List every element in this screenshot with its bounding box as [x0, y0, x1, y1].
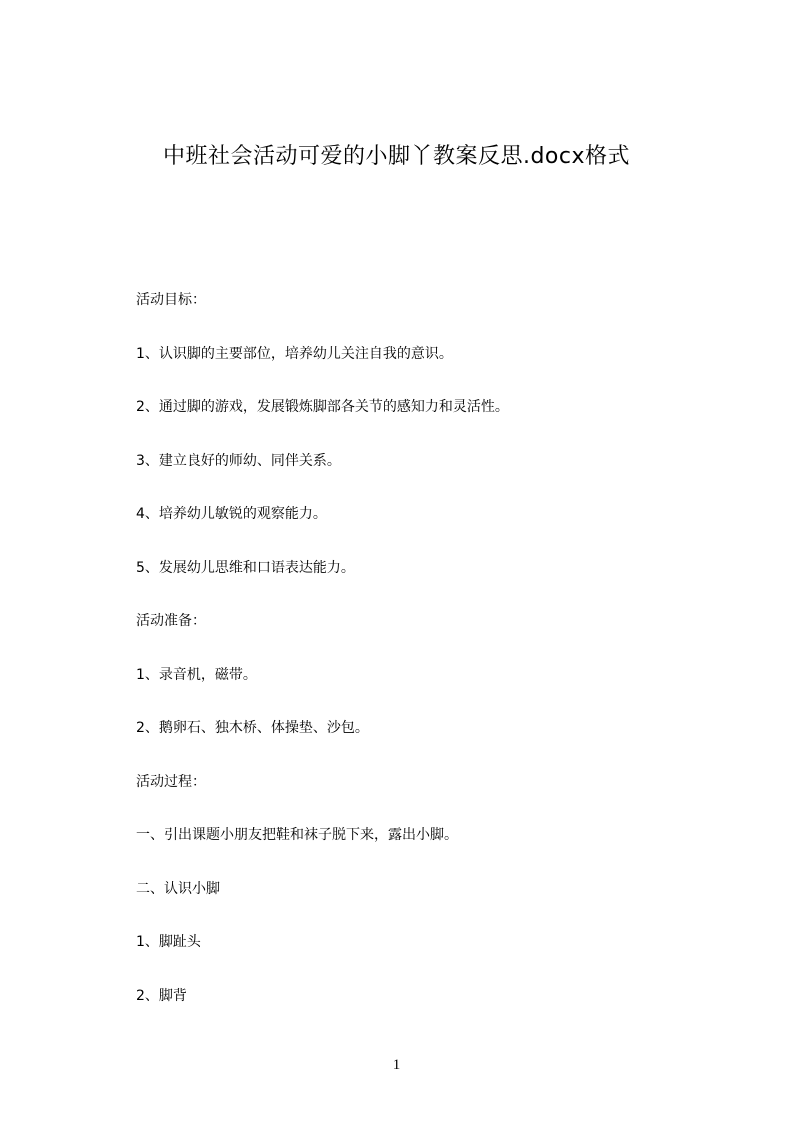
paragraph: 二、认识小脚	[136, 880, 220, 897]
paragraph: 1、录音机，磁带。	[136, 666, 257, 683]
paragraph: 1、认识脚的主要部位，培养幼儿关注自我的意识。	[136, 345, 453, 362]
section-heading-preparation: 活动准备：	[136, 613, 206, 629]
page-number: 1	[392, 1057, 401, 1073]
paragraph: 一、引出课题小朋友把鞋和袜子脱下来，露出小脚。	[136, 827, 458, 843]
paragraph: 2、通过脚的游戏，发展锻炼脚部各关节的感知力和灵活性。	[136, 399, 509, 415]
paragraph: 2、鹅卵石、独木桥、体操垫、沙包。	[136, 720, 369, 736]
document-body	[136, 289, 696, 1038]
paragraph: 3、建立良好的师幼、同伴关系。	[136, 452, 341, 469]
paragraph: 2、脚背	[136, 987, 187, 1004]
paragraph: 5、发展幼儿思维和口语表达能力。	[136, 559, 355, 576]
paragraph: 1、脚趾头	[136, 934, 201, 950]
section-heading-process: 活动过程：	[136, 773, 206, 790]
section-heading-objectives: 活动目标：	[136, 292, 206, 308]
paragraph: 4、培养幼儿敏锐的观察能力。	[136, 506, 327, 522]
document-title: 中班社会活动可爱的小脚丫教案反思.docx格式	[162, 144, 631, 169]
